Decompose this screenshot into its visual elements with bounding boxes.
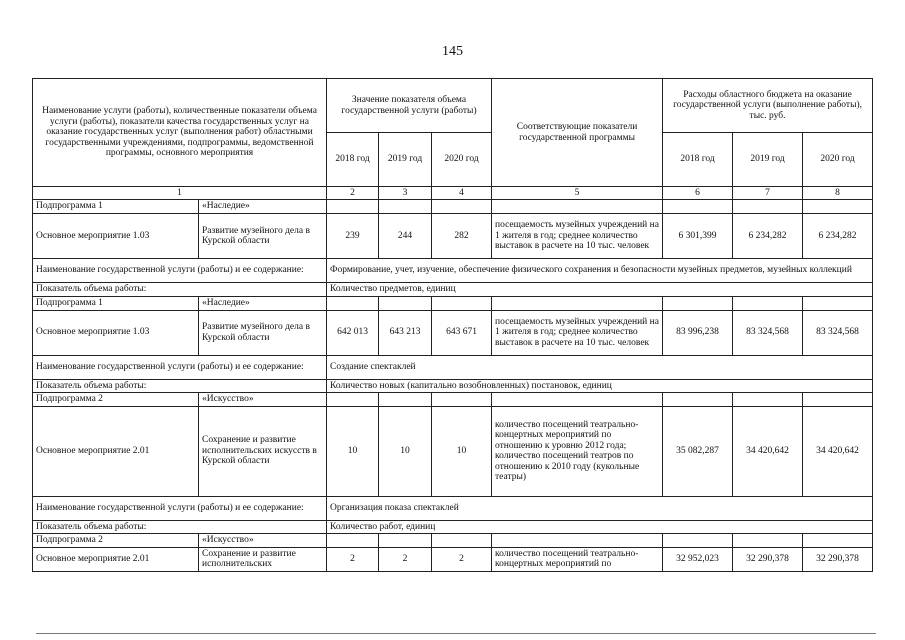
subprogram-name: «Искусство» <box>199 534 327 548</box>
expense-value: 34 420,642 <box>733 406 803 496</box>
subprogram-label: Подпрограмма 1 <box>33 200 199 214</box>
program-indicator: посещаемость музейных учреждений на 1 жителя в год; среднее количество выставок в расчете на 10 тыс. человек <box>492 214 663 259</box>
header-indicators: Соответствующие показатели государственной программы <box>492 79 663 187</box>
expense-value: 6 301,399 <box>663 214 733 259</box>
page-bottom-rule <box>36 633 876 634</box>
expense-value: 83 324,568 <box>733 310 803 355</box>
column-number: 8 <box>803 187 873 200</box>
column-number: 7 <box>733 187 803 200</box>
subprogram-label: Подпрограмма 2 <box>33 534 199 548</box>
volume-value: 239 <box>327 214 379 259</box>
expense-value: 6 234,282 <box>733 214 803 259</box>
measure-label: Основное мероприятие 2.01 <box>33 406 199 496</box>
subprogram-name: «Наследие» <box>199 296 327 310</box>
expense-value: 34 420,642 <box>803 406 873 496</box>
measure-label: Основное мероприятие 2.01 <box>33 547 199 571</box>
volume-indicator-value: Количество новых (капитально возобновленных) постановок, единиц <box>327 379 873 393</box>
volume-indicator-label: Показатель объема работы: <box>33 520 327 534</box>
volume-indicator-value: Количество работ, единиц <box>327 520 873 534</box>
header-volume-year: 2018 год <box>327 133 379 187</box>
header-expense-year: 2018 год <box>663 133 733 187</box>
column-number: 1 <box>33 187 327 200</box>
program-indicator: посещаемость музейных учреждений на 1 жителя в год; среднее количество выставок в расчете на 10 тыс. человек <box>492 310 663 355</box>
measure-name: Сохранение и развитие исполнительских <box>199 547 327 571</box>
volume-value: 2 <box>327 547 379 571</box>
program-indicator: количество посещений театрально-концертных мероприятий по отношению к уровню 2012 года; количество посещений театров по отношению к 2010 году (кукольные театры) <box>492 406 663 496</box>
volume-value: 282 <box>432 214 492 259</box>
expense-value: 35 082,287 <box>663 406 733 496</box>
header-volume-year: 2020 год <box>432 133 492 187</box>
program-indicator: количество посещений театрально-концертных мероприятий по <box>492 547 663 571</box>
header-volume-year: 2019 год <box>379 133 432 187</box>
measure-name: Развитие музейного дела в Курской области <box>199 214 327 259</box>
subprogram-name: «Искусство» <box>199 393 327 407</box>
expense-value: 32 290,378 <box>803 547 873 571</box>
volume-value: 10 <box>432 406 492 496</box>
service-value: Формирование, учет, изучение, обеспечение физического сохранения и безопасности музейных предметов, музейных коллекций <box>327 259 873 283</box>
subprogram-label: Подпрограмма 2 <box>33 393 199 407</box>
column-number: 4 <box>432 187 492 200</box>
measure-label: Основное мероприятие 1.03 <box>33 214 199 259</box>
volume-value: 10 <box>327 406 379 496</box>
volume-value: 643 213 <box>379 310 432 355</box>
expense-value: 83 996,238 <box>663 310 733 355</box>
column-number: 5 <box>492 187 663 200</box>
volume-value: 10 <box>379 406 432 496</box>
volume-value: 2 <box>432 547 492 571</box>
volume-value: 643 671 <box>432 310 492 355</box>
column-number: 6 <box>663 187 733 200</box>
volume-value: 2 <box>379 547 432 571</box>
subprogram-label: Подпрограмма 1 <box>33 296 199 310</box>
expense-value: 32 952,023 <box>663 547 733 571</box>
volume-value: 642 013 <box>327 310 379 355</box>
column-number: 2 <box>327 187 379 200</box>
header-expense-year: 2019 год <box>733 133 803 187</box>
service-label: Наименование государственной услуги (работы) и ее содержание: <box>33 496 327 520</box>
volume-indicator-value: Количество предметов, единиц <box>327 283 873 297</box>
service-label: Наименование государственной услуги (работы) и ее содержание: <box>33 355 327 379</box>
expense-value: 83 324,568 <box>803 310 873 355</box>
volume-indicator-label: Показатель объема работы: <box>33 283 327 297</box>
measure-name: Сохранение и развитие исполнительских искусств в Курской области <box>199 406 327 496</box>
header-volume-group: Значение показателя объема государственной услуги (работы) <box>327 79 492 133</box>
subprogram-name: «Наследие» <box>199 200 327 214</box>
measure-name: Развитие музейного дела в Курской области <box>199 310 327 355</box>
page-number: 145 <box>442 44 463 59</box>
services-table <box>32 78 873 572</box>
column-number: 3 <box>379 187 432 200</box>
measure-label: Основное мероприятие 1.03 <box>33 310 199 355</box>
service-label: Наименование государственной услуги (работы) и ее содержание: <box>33 259 327 283</box>
header-expense-year: 2020 год <box>803 133 873 187</box>
expense-value: 32 290,378 <box>733 547 803 571</box>
service-value: Организация показа спектаклей <box>327 496 873 520</box>
service-value: Создание спектаклей <box>327 355 873 379</box>
volume-value: 244 <box>379 214 432 259</box>
header-expenses-group: Расходы областного бюджета на оказание государственной услуги (выполнение работы), тыс. руб. <box>663 79 873 133</box>
expense-value: 6 234,282 <box>803 214 873 259</box>
header-service-name: Наименование услуги (работы), количественные показатели объема услуги (работы), показатели качества государственных услуг на оказание государственных услуг (выполнения работ) областными государственными учреждениями, подпрограммы, ведомственной программы, основного мероприятия <box>33 79 327 187</box>
volume-indicator-label: Показатель объема работы: <box>33 379 327 393</box>
